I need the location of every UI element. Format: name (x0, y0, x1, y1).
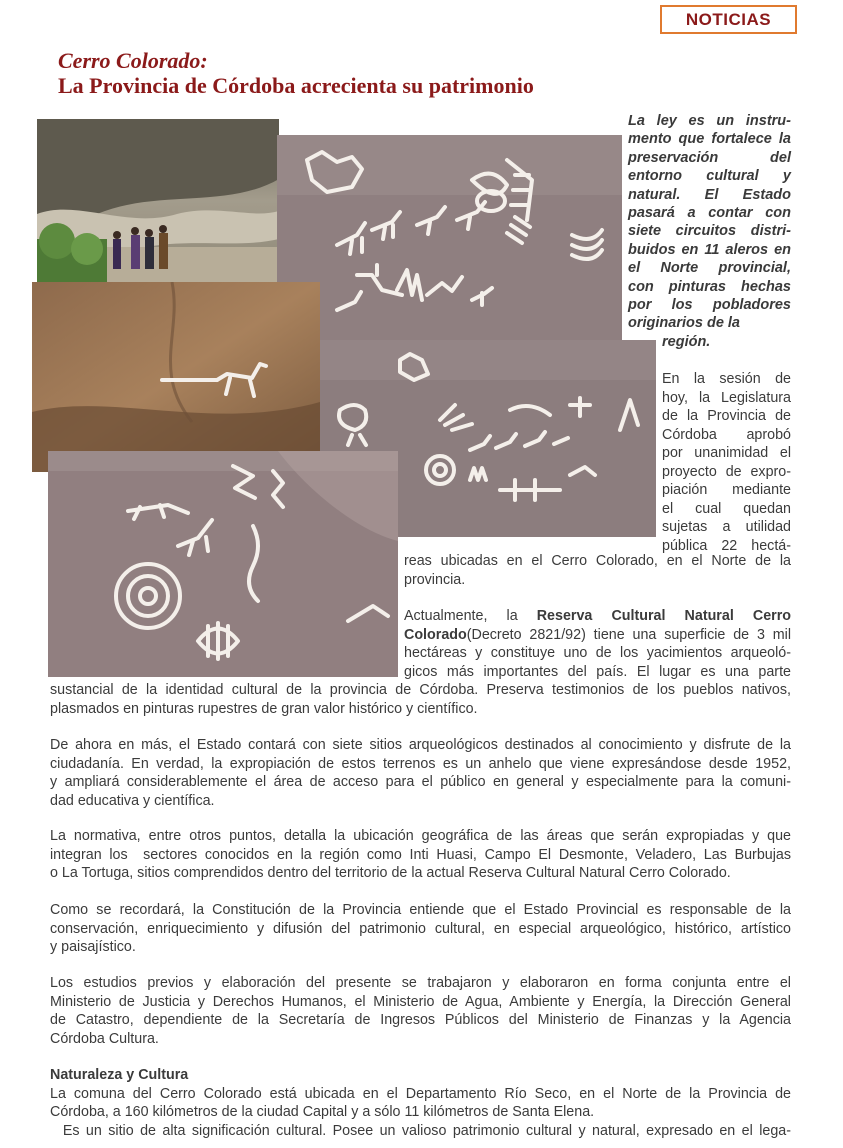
text-line: plasmados en pinturas rupestres de gran valor histórico y científico. (50, 700, 478, 717)
text-line (404, 626, 791, 645)
text-line: pública 22 hectá- (662, 537, 791, 554)
text-line: y paisajístico. (50, 939, 136, 955)
text-line: Es un sitio de alta significación cultural. Posee un valioso patrimonio cultural y natural, expresado en el lega- (50, 1122, 791, 1139)
paragraph-4 (50, 827, 791, 883)
section-badge: NOTICIAS (660, 5, 797, 34)
text-line: piación mediante (662, 482, 791, 498)
text-line: gicos más importantes del país. El lugar es una parte (404, 663, 791, 680)
section-nature-culture (50, 1066, 791, 1140)
headline-line-2: La Provincia de Córdoba acrecienta su patrimonio (58, 73, 534, 98)
text-line (404, 607, 791, 626)
text-line: por unanimidad el (662, 445, 791, 461)
lead-line: región. (662, 333, 711, 350)
text-line: sujetas a utilidad (662, 519, 791, 535)
lead-line: La ley es un instru- (628, 113, 791, 129)
text-line: proyecto de expro- (662, 463, 791, 480)
photo-petroglyphs-top (277, 135, 622, 340)
text-line: sustancial de la identidad cultural de la provincia de Córdoba. Preserva testimonios de los pueblos nativos, (50, 682, 791, 698)
lead-line: buidos en 11 aleros en (628, 241, 791, 258)
lead-line: mento que fortalece la (628, 131, 791, 148)
text-line: conservación, enriquecimiento y difusión del patrimonio cultural, en especial arqueológico, histórico, artístico (50, 920, 791, 937)
text-line: provincia. (404, 571, 466, 588)
lead-line: natural. El Estado (628, 186, 791, 203)
text-line: La comuna del Cerro Colorado está ubicada en el Departamento Río Seco, en el Norte de la Provincia de (50, 1085, 791, 1102)
text-line: Como se recordará, la Constitución de la Provincia entiende que el Estado Provincial es responsable de la (50, 902, 791, 918)
headline-line-1: Cerro Colorado: (58, 48, 208, 73)
paragraph-2-full (50, 681, 791, 718)
text-line: de Catastro, dependiente de la Secretaría de Ingresos Públicos del Ministerio de Finanzas y la Agencia (50, 1012, 791, 1028)
lead-line: por los pobladores (628, 297, 791, 314)
text-line: Córdoba Cultura. (50, 1030, 159, 1047)
text-line: Córdoba aprobó (662, 426, 791, 443)
paragraph-5 (50, 901, 791, 957)
text-line: La normativa, entre otros puntos, detalla la ubicación geográfica de las áreas que serán expropiadas y que (50, 828, 791, 844)
text-line: hectáreas y constituye uno de los yacimientos arqueoló- (404, 645, 791, 661)
paragraph-2 (404, 607, 791, 681)
paragraph-1-wide (404, 552, 791, 589)
text-line: y ampliará considerablemente el área de acceso para el público en general y especialmente para la comuni- (50, 774, 791, 790)
lead-line: entorno cultural y (628, 168, 791, 185)
reserve-name-cont: Colorado (404, 626, 467, 643)
reserve-name: Reserva Cultural Natural Cerro (536, 608, 792, 624)
text-line: de la Provincia de (662, 408, 791, 424)
text-line: Ministerio de Justicia y Derechos Humanos, el Ministerio de Agua, Ambiente y Energía, la Dirección General (50, 993, 791, 1010)
text-fragment: Actualmente, la (404, 608, 537, 624)
paragraph-3 (50, 736, 791, 810)
subheading: Naturaleza y Cultura (50, 1067, 189, 1083)
text-line: dad educativa y científica. (50, 792, 215, 809)
lead-line: siete circuitos distri- (628, 223, 791, 240)
text-line: reas ubicadas en el Cerro Colorado, en el Norte de la (404, 553, 791, 569)
lead-line: con pinturas hechas (628, 278, 791, 295)
text-line: De ahora en más, el Estado contará con siete sitios arqueológicos destinados al conocimiento y disfrute de la (50, 737, 791, 753)
lead-line: preservación del (628, 149, 791, 166)
photo-llama-painting (32, 282, 320, 472)
lead-line: pasará a contar con (628, 205, 791, 222)
headline (58, 48, 534, 98)
text-line: o La Tortuga, sitios comprendidos dentro del territorio de la actual Reserva Cultural Natural Cerro Colorado. (50, 865, 731, 881)
paragraph-1-narrow (662, 370, 791, 555)
text-line: hoy, la Legislatura (662, 389, 791, 406)
text-line: Córdoba, a 160 kilómetros de la ciudad Capital y a sólo 11 kilómetros de Santa Elena. (50, 1104, 595, 1120)
text-line: Los estudios previos y elaboración del presente se trabajaron y elaboraron en forma conjunta entre el (50, 975, 791, 991)
text-line: integran los sectores conocidos en la región como Inti Huasi, Campo El Desmonte, Veladero, Las Burbujas (50, 846, 791, 863)
lead-summary (628, 112, 791, 351)
lead-line: el Norte provincial, (628, 260, 791, 277)
text-line: En la sesión de (662, 371, 791, 387)
text-line: el cual quedan (662, 500, 791, 517)
photo-petroglyphs-bottom (48, 451, 398, 677)
lead-line: originarios de la (628, 315, 740, 332)
text-line: ciudadanía. En verdad, la expropiación de estos terrenos es un anhelo que viene expresándose desde 1952, (50, 755, 791, 772)
photo-cave-visitors (37, 119, 279, 282)
paragraph-6 (50, 974, 791, 1048)
text-fragment: (Decreto 2821/92) tiene una superficie de 3 mil (466, 626, 791, 643)
